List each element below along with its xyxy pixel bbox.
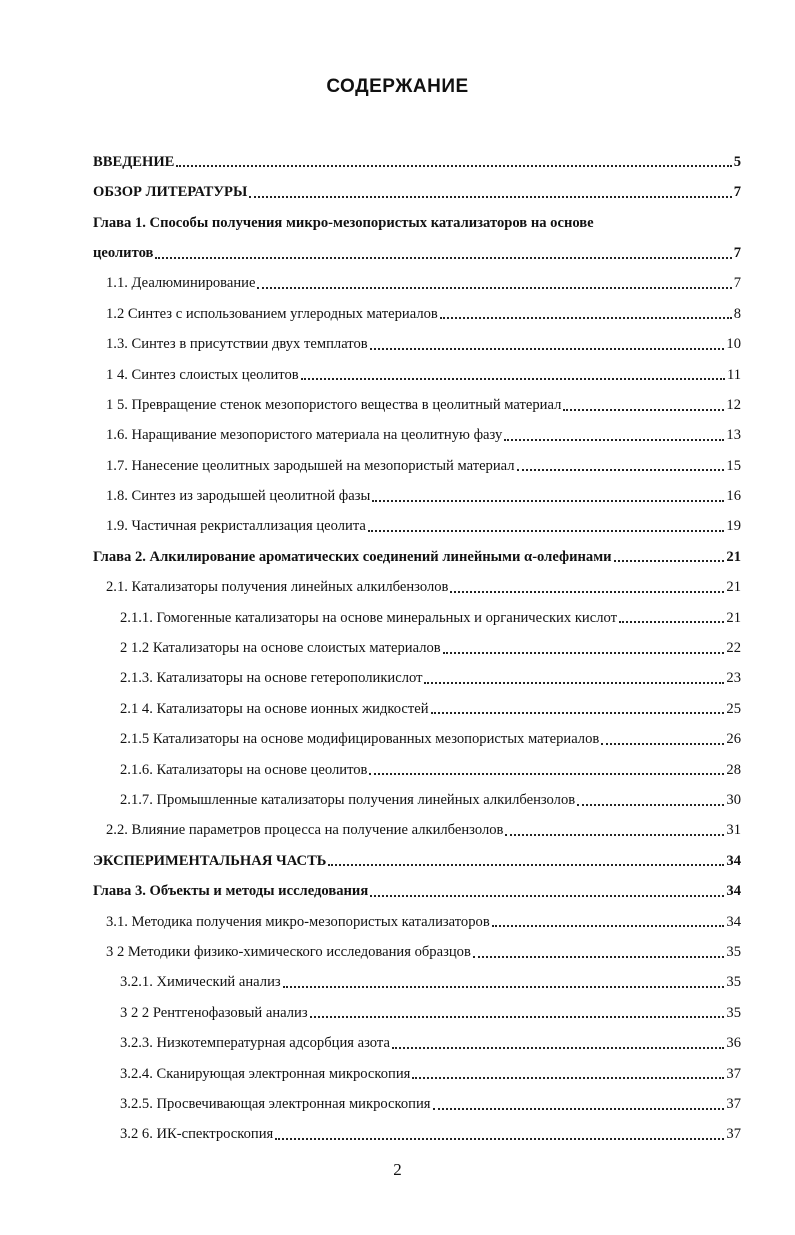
toc-entry: [93, 899, 741, 929]
dot-leader: [517, 469, 725, 471]
toc-entry: [93, 868, 741, 898]
toc-entry: [93, 838, 741, 868]
toc-entry: [93, 534, 741, 564]
toc-entry: [93, 169, 741, 199]
dot-leader: [431, 712, 725, 714]
toc-entry-page: 19: [726, 518, 741, 535]
toc-entry: [93, 929, 741, 959]
toc-entry: [93, 747, 741, 777]
toc-entry: [93, 413, 741, 443]
toc-entry: [93, 261, 741, 291]
toc-entry-page: 25: [726, 700, 741, 717]
toc-entry-title: ЭКСПЕРИМЕНТАЛЬНАЯ ЧАСТЬ: [93, 852, 327, 869]
toc-entry: [93, 443, 741, 473]
toc-entry-title: 2.1.5 Катализаторы на основе модифицированных мезопористых материалов: [120, 731, 600, 748]
toc-entry: [93, 473, 741, 503]
toc-entry-page: 21: [726, 548, 741, 565]
toc-entry-title: 1 5. Превращение стенок мезопористого вещества в цеолитный материал: [106, 396, 562, 413]
toc-entry-page: 13: [726, 427, 741, 444]
toc-entry: [93, 716, 741, 746]
toc-entry: [93, 139, 741, 169]
toc-entry-page: 8: [733, 305, 741, 322]
toc-entry: [93, 564, 741, 594]
toc-entry-page: 28: [726, 761, 741, 778]
dot-leader: [492, 925, 725, 927]
toc-entry-title: ВВЕДЕНИЕ: [93, 153, 175, 170]
dot-leader: [301, 378, 725, 380]
dot-leader: [450, 591, 724, 593]
toc-entry-title: Глава 3. Объекты и методы исследования: [93, 883, 369, 900]
toc-entry: [93, 990, 741, 1020]
toc-entry-title: 1.8. Синтез из зародышей цеолитной фазы: [106, 488, 371, 505]
dot-leader: [505, 834, 724, 836]
toc-entry-title: ОБЗОР ЛИТЕРАТУРЫ: [93, 184, 248, 201]
dot-leader: [443, 652, 725, 654]
dot-leader: [369, 773, 724, 775]
toc-entry: [93, 1112, 741, 1142]
toc-entry-title: 1.9. Частичная рекристаллизация цеолита: [106, 518, 366, 535]
dot-leader: [412, 1077, 724, 1079]
dot-leader: [424, 682, 724, 684]
toc-entry-page: 35: [726, 1004, 741, 1021]
toc-entry: [93, 595, 741, 625]
dot-leader: [392, 1047, 724, 1049]
toc-entry-page: 30: [726, 792, 741, 808]
toc-entry: [93, 777, 741, 807]
toc-entry-page: 21: [726, 609, 741, 626]
toc-entry-title: 1 4. Синтез слоистых цеолитов: [106, 366, 299, 383]
toc-entry-title: 1.2 Синтез с использованием углеродных материалов: [106, 305, 438, 322]
toc-entry-title: 3.2.4. Сканирующая электронная микроскопия: [120, 1065, 411, 1082]
toc-entry-page: 35: [726, 974, 741, 991]
toc-entry-page: 37: [726, 1065, 741, 1082]
dot-leader: [614, 560, 725, 562]
toc-entry-page: 10: [726, 336, 741, 353]
dot-leader: [249, 196, 731, 198]
toc-entry-title: 3 2 2 Рентгенофазовый анализ: [120, 1004, 308, 1021]
dot-leader: [619, 621, 724, 623]
dot-leader: [368, 530, 725, 532]
toc-entry-title: 3.2.1. Химический анализ: [120, 974, 281, 991]
dot-leader: [310, 1016, 725, 1018]
toc-entry-title: 2.1.1. Гомогенные катализаторы на основе минеральных и органических кислот: [120, 609, 617, 626]
dot-leader: [440, 317, 732, 319]
toc-entry-title: 3.1. Методика получения микро-мезопористых катализаторов: [106, 913, 490, 930]
toc-entry-title: 2.1 4. Катализаторы на основе ионных жидкостей: [120, 700, 429, 717]
toc-entry-page: 11: [726, 366, 741, 383]
toc-entry-title: Глава 2. Алкилирование ароматических соединений линейными α-олефинами: [93, 548, 612, 565]
dot-leader: [504, 439, 724, 441]
toc-entry-page: 37: [726, 1095, 741, 1112]
table-of-contents: [93, 139, 741, 1142]
toc-entry-page: 21: [726, 579, 741, 596]
toc-entry-page: 37: [726, 1126, 741, 1143]
dot-leader: [473, 956, 725, 958]
toc-entry: [93, 321, 741, 351]
toc-entry: [93, 686, 741, 716]
dot-leader: [328, 864, 724, 866]
toc-entry-title: 2.1. Катализаторы получения линейных алкилбензолов: [106, 579, 449, 596]
toc-entry-title: 2.1.3. Катализаторы на основе гетерополикислот: [120, 670, 423, 687]
toc-entry: [93, 1020, 741, 1050]
toc-entry-title: 1.7. Нанесение цеолитных зародышей на мезопористый материал: [106, 457, 515, 474]
toc-entry-title: Глава 1. Способы получения микро-мезопористых катализаторов на основе: [93, 214, 594, 231]
dot-leader: [275, 1138, 724, 1140]
toc-entry-title: 3.2.3. Низкотемпературная адсорбция азота: [120, 1035, 390, 1052]
toc-entry-page: 23: [726, 670, 741, 687]
dot-leader: [563, 409, 724, 411]
toc-entry-title: 3 2 Методики физико-химического исследования образцов: [106, 943, 471, 960]
dot-leader: [257, 287, 731, 289]
toc-entry-page: 5: [733, 153, 741, 170]
toc-entry-title-continued: цеолитов: [93, 244, 154, 261]
toc-entry-page: 12: [726, 396, 741, 413]
toc-entry-page: 36: [726, 1035, 741, 1052]
toc-entry-title: 3.2 6. ИК-спектроскопия: [120, 1126, 274, 1143]
dot-leader: [176, 165, 731, 167]
toc-entry: [93, 200, 741, 261]
toc-entry-title: 2 1.2 Катализаторы на основе слоистых материалов: [120, 640, 441, 657]
page-number: 2: [393, 1160, 402, 1179]
dot-leader: [155, 257, 731, 259]
toc-entry-title: 2.2. Влияние параметров процесса на получение алкилбензолов: [106, 822, 504, 839]
toc-entry-title: 1.6. Наращивание мезопористого материала на цеолитную фазу: [106, 427, 503, 444]
toc-entry: [93, 291, 741, 321]
toc-entry-title: 3.2.5. Просвечивающая электронная микроскопия: [120, 1095, 431, 1112]
toc-entry: [93, 656, 741, 686]
toc-entry-page: 22: [726, 640, 741, 657]
toc-entry: [93, 808, 741, 838]
dot-leader: [433, 1108, 725, 1110]
toc-entry-page: 26: [726, 731, 741, 748]
page-title: СОДЕРЖАНИЕ: [326, 76, 469, 97]
toc-entry-page: 16: [726, 488, 741, 505]
toc-entry: [93, 352, 741, 382]
dot-leader: [370, 895, 724, 897]
toc-entry-title: 1.3. Синтез в присутствии двух темплатов: [106, 336, 368, 353]
toc-entry-page: 34: [726, 852, 741, 869]
toc-entry: [93, 625, 741, 655]
toc-entry-page: 7: [733, 184, 741, 201]
toc-entry-page: 7: [733, 275, 741, 292]
toc-entry-title: 2.1.6. Катализаторы на основе цеолитов: [120, 761, 368, 778]
dot-leader: [372, 500, 724, 502]
dot-leader: [577, 804, 724, 806]
toc-entry-title: 1.1. Деалюминирование: [106, 275, 256, 292]
toc-entry-page: 15: [726, 457, 741, 474]
dot-leader: [601, 743, 724, 745]
dot-leader: [370, 348, 725, 350]
toc-entry: [93, 1051, 741, 1081]
toc-entry-page: 35: [726, 943, 741, 960]
toc-entry-page: 34: [726, 883, 741, 900]
toc-entry: [93, 504, 741, 534]
toc-entry-page: 34: [726, 913, 741, 930]
dot-leader: [283, 986, 725, 988]
toc-entry-page: 7: [733, 244, 741, 261]
toc-entry-page: 31: [726, 822, 741, 839]
toc-entry: [93, 960, 741, 990]
toc-entry-title: 2.1.7. Промышленные катализаторы получения линейных алкилбензолов: [120, 792, 576, 808]
toc-entry: [93, 1081, 741, 1111]
toc-entry: [93, 382, 741, 412]
